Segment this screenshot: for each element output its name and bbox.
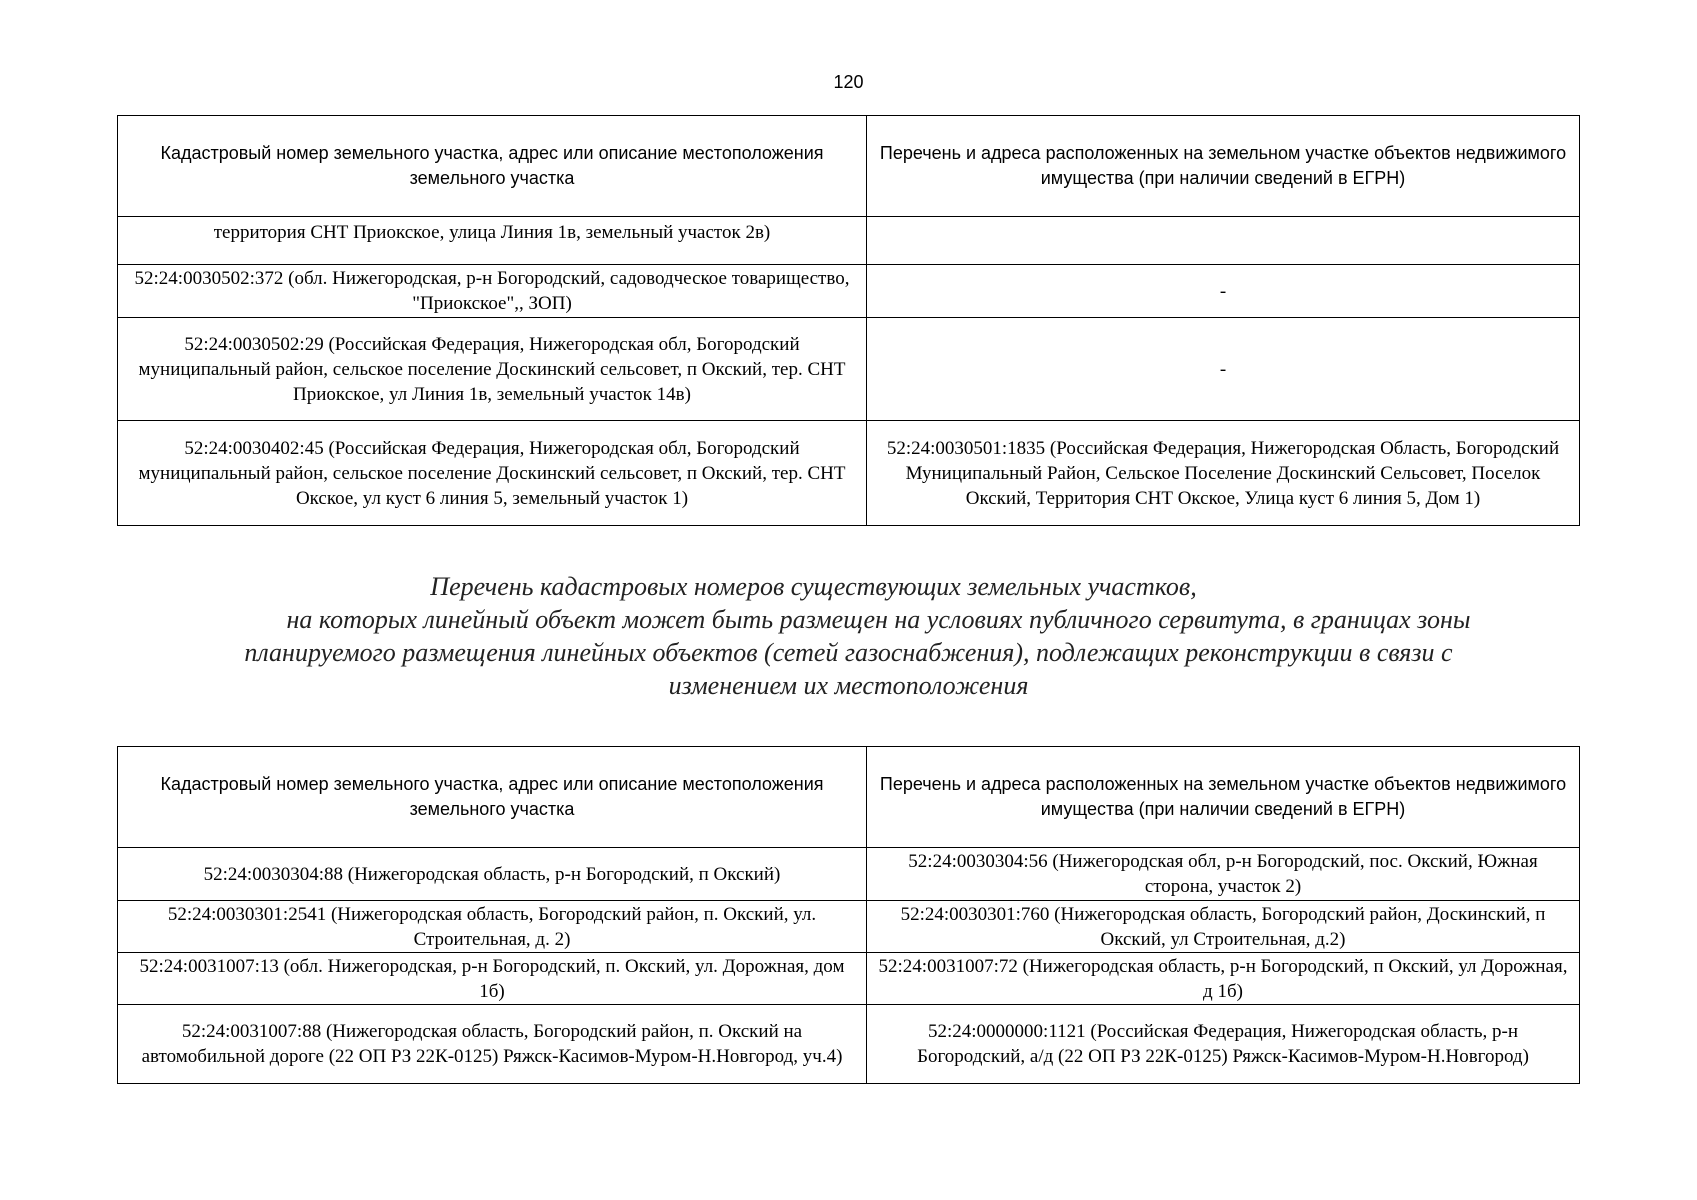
table-cell: 52:24:0031007:88 (Нижегородская область, Богородский район, п. Окский на автомобильной дороге (22 ОП РЗ 22К-0125) Ряжск-Касимов-Муром-Н.Новгород, уч.4) xyxy=(118,1005,867,1084)
table-row xyxy=(118,318,1580,421)
section-heading-line: Перечень кадастровых номеров существующих земельных участков, xyxy=(430,572,1197,601)
header-real-estate-objects: Перечень и адреса расположенных на земельном участке объектов недвижимого имущества (при наличии сведений в ЕГРН) xyxy=(867,116,1580,217)
table-cell: 52:24:0030501:1835 (Российская Федерация, Нижегородская Область, Богородский Муниципальный Район, Сельское Поселение Доскинский Сельсовет, Поселок Окский, Территория СНТ Окское, Улица куст 6 линия 5, Дом 1) xyxy=(867,421,1580,526)
table-cell: 52:24:0030304:56 (Нижегородская обл, р-н Богородский, пос. Окский, Южная сторона, участок 2) xyxy=(867,848,1580,901)
table-row xyxy=(118,217,1580,265)
table-cell xyxy=(867,217,1580,265)
table-cell: - xyxy=(867,265,1580,318)
table-cell: 52:24:0030301:760 (Нижегородская область, Богородский район, Доскинский, п Окский, ул Строительная, д.2) xyxy=(867,901,1580,953)
section-heading xyxy=(117,570,1580,702)
table-cell: 52:24:0030502:29 (Российская Федерация, Нижегородская обл, Богородский муниципальный район, сельское поселение Доскинский сельсовет, п Окский, тер. СНТ Приокское, ул Линия 1в, земельный участок 14в) xyxy=(118,318,867,421)
table-cell: 52:24:0000000:1121 (Российская Федерация, Нижегородская область, р-н Богородский, а/д (22 ОП РЗ 22К-0125) Ряжск-Касимов-Муром-Н.Новгород) xyxy=(867,1005,1580,1084)
table-row xyxy=(118,265,1580,318)
section-heading-line: изменением их местоположения xyxy=(668,671,1029,700)
table-header-row xyxy=(118,116,1580,217)
table-row xyxy=(118,901,1580,953)
table-cell: территория СНТ Приокское, улица Линия 1в, земельный участок 2в) xyxy=(118,217,867,265)
land-plots-table-1 xyxy=(117,115,1580,526)
table-row xyxy=(118,1005,1580,1084)
header-cadastral-number: Кадастровый номер земельного участка, адрес или описание местоположения земельного участка xyxy=(118,116,867,217)
table-cell: 52:24:0030304:88 (Нижегородская область, р-н Богородский, п Окский) xyxy=(118,848,867,901)
section-heading-line: планируемого размещения линейных объектов (сетей газоснабжения), подлежащих реконструкции в связи с xyxy=(244,638,1453,667)
table-row xyxy=(118,421,1580,526)
table-header-row xyxy=(118,747,1580,848)
table-cell: 52:24:0030502:372 (обл. Нижегородская, р-н Богородский, садоводческое товарищество, "Приокское",, ЗОП) xyxy=(118,265,867,318)
header-real-estate-objects: Перечень и адреса расположенных на земельном участке объектов недвижимого имущества (при наличии сведений в ЕГРН) xyxy=(867,747,1580,848)
table-cell: 52:24:0031007:13 (обл. Нижегородская, р-н Богородский, п. Окский, ул. Дорожная, дом 1б) xyxy=(118,953,867,1005)
page-number: 120 xyxy=(833,72,864,92)
header-cadastral-number: Кадастровый номер земельного участка, адрес или описание местоположения земельного участка xyxy=(118,747,867,848)
table-cell: 52:24:0031007:72 (Нижегородская область, р-н Богородский, п Окский, ул Дорожная, д 1б) xyxy=(867,953,1580,1005)
table-cell: 52:24:0030301:2541 (Нижегородская область, Богородский район, п. Окский, ул. Строительная, д. 2) xyxy=(118,901,867,953)
section-heading-line: на которых линейный объект может быть размещен на условиях публичного сервитута, в границах зоны xyxy=(286,605,1471,634)
table-row xyxy=(118,953,1580,1005)
table-cell: 52:24:0030402:45 (Российская Федерация, Нижегородская обл, Богородский муниципальный район, сельское поселение Доскинский сельсовет, п Окский, тер. СНТ Окское, ул куст 6 линия 5, земельный участок 1) xyxy=(118,421,867,526)
land-plots-table-2 xyxy=(117,746,1580,1084)
table-cell: - xyxy=(867,318,1580,421)
table-row xyxy=(118,848,1580,901)
